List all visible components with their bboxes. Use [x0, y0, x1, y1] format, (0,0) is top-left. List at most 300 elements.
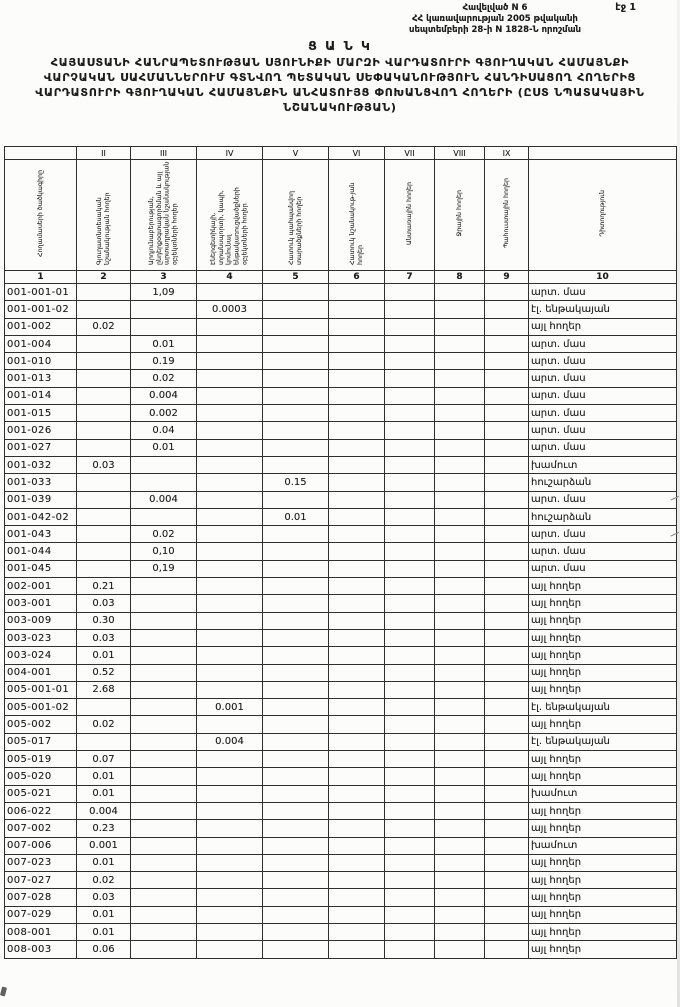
area-value-cell	[385, 629, 435, 646]
area-value-cell	[263, 405, 329, 422]
parcel-code-cell: 003-001	[5, 595, 77, 612]
area-value-cell	[263, 543, 329, 560]
column-number: 1	[5, 271, 77, 284]
area-value-cell: 0.01	[77, 854, 131, 871]
area-value-cell	[385, 301, 435, 318]
column-number: 9	[485, 271, 529, 284]
parcel-code-cell: 003-024	[5, 647, 77, 664]
area-value-cell	[131, 733, 197, 750]
table-row	[5, 405, 677, 422]
area-value-cell	[131, 785, 197, 802]
area-value-cell	[197, 854, 263, 871]
area-value-cell	[435, 647, 485, 664]
area-value-cell	[385, 284, 435, 301]
parcel-code-cell: 001-026	[5, 422, 77, 439]
area-value-cell	[197, 578, 263, 595]
note-cell: արտ. մաս	[529, 405, 677, 422]
area-value-cell	[131, 802, 197, 819]
area-value-cell	[329, 353, 385, 370]
note-cell: այլ հողեր	[529, 802, 677, 819]
area-value-cell	[435, 318, 485, 335]
table-row	[5, 716, 677, 733]
area-value-cell	[385, 751, 435, 768]
area-value-cell	[197, 647, 263, 664]
parcel-code-cell: 007-029	[5, 906, 77, 923]
area-value-cell	[197, 474, 263, 491]
table-row	[5, 370, 677, 387]
area-value-cell	[485, 751, 529, 768]
area-value-cell	[385, 647, 435, 664]
table-row	[5, 699, 677, 716]
note-cell: խամուտ	[529, 837, 677, 854]
area-value-cell	[77, 301, 131, 318]
parcel-code-cell: 005-001-02	[5, 699, 77, 716]
area-value-cell	[131, 941, 197, 958]
parcel-code-cell: 003-009	[5, 612, 77, 629]
table-row	[5, 854, 677, 871]
parcel-code-cell: 001-015	[5, 405, 77, 422]
note-cell: այլ հողեր	[529, 647, 677, 664]
area-value-cell	[435, 716, 485, 733]
parcel-code-cell: 005-020	[5, 768, 77, 785]
area-value-cell	[485, 923, 529, 940]
table-row	[5, 629, 677, 646]
area-value-cell: 0.02	[131, 370, 197, 387]
area-value-cell: 0.01	[131, 335, 197, 352]
parcel-code-cell: 007-002	[5, 820, 77, 837]
area-value-cell	[485, 370, 529, 387]
area-value-cell	[385, 405, 435, 422]
table-row	[5, 543, 677, 560]
area-value-cell: 0.01	[77, 785, 131, 802]
area-value-cell	[435, 526, 485, 543]
parcel-code-cell: 004-001	[5, 664, 77, 681]
area-value-cell	[485, 854, 529, 871]
table-row	[5, 768, 677, 785]
area-value-cell	[329, 335, 385, 352]
area-value-cell	[329, 837, 385, 854]
area-value-cell	[131, 301, 197, 318]
area-value-cell	[263, 820, 329, 837]
area-value-cell	[435, 335, 485, 352]
area-value-cell	[329, 647, 385, 664]
area-value-cell	[197, 405, 263, 422]
table-row	[5, 872, 677, 889]
area-value-cell	[197, 802, 263, 819]
area-value-cell	[131, 578, 197, 595]
area-value-cell	[485, 612, 529, 629]
area-value-cell	[329, 318, 385, 335]
note-cell: արտ. մաս	[529, 491, 677, 508]
area-value-cell	[485, 664, 529, 681]
note-cell: հուշարձան	[529, 474, 677, 491]
area-value-cell	[329, 751, 385, 768]
column-group-label: VII	[385, 147, 435, 160]
area-value-cell	[485, 543, 529, 560]
area-value-cell	[329, 405, 385, 422]
table-row	[5, 941, 677, 958]
table-row	[5, 647, 677, 664]
parcel-code-cell: 001-001-01	[5, 284, 77, 301]
area-value-cell	[329, 768, 385, 785]
parcel-code-cell: 008-001	[5, 923, 77, 940]
area-value-cell	[385, 543, 435, 560]
area-value-cell	[329, 664, 385, 681]
area-value-cell	[197, 284, 263, 301]
parcel-code-cell: 001-014	[5, 387, 77, 404]
area-value-cell: 0.03	[77, 889, 131, 906]
note-cell: խամուտ	[529, 785, 677, 802]
area-value-cell	[77, 405, 131, 422]
column-header-text: Արդյունաբերության, ընդերքօգտագործման և այլ արտադրական նշանակության օբյեկտների հողեր	[147, 161, 179, 265]
area-value-cell: 0.004	[77, 802, 131, 819]
area-value-cell	[435, 923, 485, 940]
table-row	[5, 422, 677, 439]
area-value-cell	[435, 543, 485, 560]
area-value-cell	[197, 387, 263, 404]
table-body	[5, 284, 677, 959]
table-row	[5, 923, 677, 940]
column-number: 2	[77, 271, 131, 284]
area-value-cell	[263, 664, 329, 681]
column-number: 3	[131, 271, 197, 284]
note-cell: արտ. մաս	[529, 422, 677, 439]
note-cell: արտ. մաս	[529, 353, 677, 370]
area-value-cell	[197, 526, 263, 543]
area-value-cell	[485, 318, 529, 335]
area-value-cell	[197, 335, 263, 352]
area-value-cell	[385, 872, 435, 889]
table-row	[5, 456, 677, 473]
column-number: 7	[385, 271, 435, 284]
column-header-rotated	[263, 160, 329, 271]
note-cell: արտ. մաս	[529, 335, 677, 352]
area-value-cell	[435, 405, 485, 422]
area-value-cell	[197, 353, 263, 370]
area-value-cell	[329, 802, 385, 819]
area-value-cell	[485, 335, 529, 352]
area-value-cell	[329, 284, 385, 301]
area-value-cell	[329, 526, 385, 543]
area-value-cell: 0.04	[131, 422, 197, 439]
area-value-cell: 0.19	[131, 353, 197, 370]
table-head	[5, 147, 677, 284]
subtitle-line-2: ՎԱՐՉԱԿԱՆ ՍԱՀՄԱՆՆԵՐՈՒՄ ԳՏՆՎՈՂ ՊԵՏԱԿԱՆ ՍԵՓԱԿԱՆՈՒԹՅՈՒՆ ՀԱՆԴԻՍԱՑՈՂ ՀՈՂԵՐԻՑ	[43, 70, 637, 84]
area-value-cell	[329, 923, 385, 940]
area-value-cell: 0.02	[77, 872, 131, 889]
area-value-cell	[131, 751, 197, 768]
area-value-cell	[131, 820, 197, 837]
column-header-text: Հողամասերի ծածկագիրը	[36, 169, 44, 257]
area-value-cell	[435, 872, 485, 889]
area-value-cell	[385, 941, 435, 958]
table-row	[5, 335, 677, 352]
note-cell: արտ. մաս	[529, 439, 677, 456]
column-header-text: Գյուղատնտեսական նշանակության հողեր	[95, 192, 111, 265]
area-value-cell	[197, 560, 263, 577]
area-value-cell: 0.002	[131, 405, 197, 422]
area-value-cell	[263, 699, 329, 716]
area-value-cell	[385, 681, 435, 698]
area-value-cell	[485, 837, 529, 854]
area-value-cell: 0.30	[77, 612, 131, 629]
area-value-cell	[197, 768, 263, 785]
area-value-cell	[263, 802, 329, 819]
area-value-cell	[435, 681, 485, 698]
column-number: 5	[263, 271, 329, 284]
area-value-cell: 0.01	[77, 768, 131, 785]
area-value-cell	[435, 422, 485, 439]
area-value-cell	[263, 854, 329, 871]
area-value-cell	[435, 837, 485, 854]
column-number: 10	[529, 271, 677, 284]
area-value-cell	[385, 664, 435, 681]
note-cell: այլ հողեր	[529, 768, 677, 785]
area-value-cell	[197, 889, 263, 906]
column-header-rotated	[529, 160, 677, 271]
area-value-cell	[329, 733, 385, 750]
area-value-cell	[485, 284, 529, 301]
area-value-cell	[77, 733, 131, 750]
area-value-cell	[131, 837, 197, 854]
area-value-cell	[485, 353, 529, 370]
area-value-cell: 0.03	[77, 595, 131, 612]
area-value-cell	[77, 543, 131, 560]
note-cell: այլ հողեր	[529, 318, 677, 335]
area-value-cell: 0.01	[263, 508, 329, 525]
area-value-cell	[197, 508, 263, 525]
table-row	[5, 439, 677, 456]
area-value-cell	[485, 889, 529, 906]
area-value-cell	[485, 629, 529, 646]
area-value-cell	[485, 387, 529, 404]
parcel-code-cell: 001-043	[5, 526, 77, 543]
area-value-cell	[77, 353, 131, 370]
area-value-cell	[435, 941, 485, 958]
column-header-text: Հատուկ պահպանվող տարածքների հողեր	[287, 191, 303, 265]
area-value-cell	[329, 612, 385, 629]
area-value-cell: 0.001	[77, 837, 131, 854]
area-value-cell	[385, 595, 435, 612]
area-value-cell	[485, 906, 529, 923]
column-group-label: VI	[329, 147, 385, 160]
area-value-cell	[197, 785, 263, 802]
area-value-cell	[263, 629, 329, 646]
area-value-cell	[485, 595, 529, 612]
area-value-cell	[435, 733, 485, 750]
note-cell: այլ հողեր	[529, 595, 677, 612]
area-value-cell	[197, 612, 263, 629]
table-row	[5, 802, 677, 819]
area-value-cell	[197, 370, 263, 387]
area-value-cell	[435, 301, 485, 318]
area-value-cell	[329, 906, 385, 923]
parcel-code-cell: 001-013	[5, 370, 77, 387]
area-value-cell	[485, 820, 529, 837]
area-value-cell: 0.52	[77, 664, 131, 681]
parcel-code-cell: 003-023	[5, 629, 77, 646]
subtitle-line-4: ՆՇԱՆԱԿՈՒԹՅԱՆ)	[283, 100, 397, 114]
area-value-cell: 2.68	[77, 681, 131, 698]
area-value-cell	[485, 456, 529, 473]
area-value-cell	[263, 387, 329, 404]
area-value-cell: 0.07	[77, 751, 131, 768]
area-value-cell	[485, 508, 529, 525]
note-cell: արտ. մաս	[529, 370, 677, 387]
note-cell: այլ հողեր	[529, 820, 677, 837]
area-value-cell	[131, 716, 197, 733]
area-value-cell	[77, 439, 131, 456]
area-value-cell	[131, 508, 197, 525]
area-value-cell	[131, 854, 197, 871]
note-cell: այլ հողեր	[529, 941, 677, 958]
area-value-cell	[485, 560, 529, 577]
area-value-cell	[385, 785, 435, 802]
area-value-cell	[263, 595, 329, 612]
note-cell: այլ հողեր	[529, 872, 677, 889]
parcel-code-cell: 005-021	[5, 785, 77, 802]
parcel-code-cell: 001-044	[5, 543, 77, 560]
area-value-cell	[385, 802, 435, 819]
area-value-cell	[385, 335, 435, 352]
area-value-cell: 1,09	[131, 284, 197, 301]
area-value-cell	[197, 906, 263, 923]
area-value-cell	[131, 699, 197, 716]
area-value-cell	[329, 699, 385, 716]
area-value-cell	[263, 768, 329, 785]
area-value-cell	[131, 681, 197, 698]
note-cell: այլ հողեր	[529, 906, 677, 923]
area-value-cell	[385, 422, 435, 439]
area-value-cell	[329, 439, 385, 456]
area-value-cell: 0.0003	[197, 301, 263, 318]
area-value-cell	[263, 370, 329, 387]
column-header-text: Հատուկ նշանակութ-յան հողեր	[348, 182, 364, 265]
area-value-cell	[435, 889, 485, 906]
area-value-cell	[329, 629, 385, 646]
column-group-label: III	[131, 147, 197, 160]
area-value-cell	[485, 785, 529, 802]
table-row	[5, 284, 677, 301]
parcel-code-cell: 001-045	[5, 560, 77, 577]
area-value-cell: 0.004	[131, 387, 197, 404]
area-value-cell	[485, 941, 529, 958]
area-value-cell: 0.06	[77, 941, 131, 958]
parcel-code-cell: 006-022	[5, 802, 77, 819]
column-group-label	[5, 147, 77, 160]
column-number: 6	[329, 271, 385, 284]
note-cell: այլ հողեր	[529, 751, 677, 768]
area-value-cell: 0.21	[77, 578, 131, 595]
area-value-cell	[263, 612, 329, 629]
area-value-cell	[329, 681, 385, 698]
column-header-rotated	[5, 160, 77, 271]
appendix-line-3: սեպտեմբերի 28-ի N 1828-Ն որոշման	[408, 25, 582, 36]
area-value-cell	[329, 370, 385, 387]
area-value-cell	[435, 664, 485, 681]
column-group-label: II	[77, 147, 131, 160]
area-value-cell: 0.01	[131, 439, 197, 456]
area-value-cell	[435, 439, 485, 456]
area-value-cell	[435, 906, 485, 923]
area-value-cell	[131, 889, 197, 906]
area-value-cell	[385, 733, 435, 750]
area-value-cell	[435, 387, 485, 404]
area-value-cell	[435, 785, 485, 802]
area-value-cell	[77, 699, 131, 716]
column-header-rotated	[385, 160, 435, 271]
table-row	[5, 664, 677, 681]
subtitle-line-3: ՎԱՐԴԱՏՈՒՐԻ ԳՅՈՒՂԱԿԱՆ ՀԱՄԱՅՆՔԻՆ ԱՆՀԱՏՈՒՅՑ ՓՈԽԱՆՑՎՈՂ ՀՈՂԵՐԻ (ԸՍՏ ՆՊԱՏԱԿԱՅԻՆ	[35, 85, 645, 99]
area-value-cell	[263, 491, 329, 508]
area-value-cell: 0.02	[77, 716, 131, 733]
parcel-code-cell: 001-004	[5, 335, 77, 352]
parcel-code-cell: 008-003	[5, 941, 77, 958]
area-value-cell	[385, 526, 435, 543]
note-cell: այլ հողեր	[529, 578, 677, 595]
area-value-cell	[263, 733, 329, 750]
area-value-cell	[485, 301, 529, 318]
area-value-cell	[385, 491, 435, 508]
area-value-cell	[131, 906, 197, 923]
area-value-cell	[329, 301, 385, 318]
table-row	[5, 318, 677, 335]
note-cell: արտ. մաս	[529, 543, 677, 560]
area-value-cell: 0.001	[197, 699, 263, 716]
note-cell: այլ հողեր	[529, 716, 677, 733]
area-value-cell	[385, 508, 435, 525]
area-value-cell	[263, 941, 329, 958]
page-number: էջ 1	[615, 2, 636, 13]
table-row	[5, 785, 677, 802]
area-value-cell	[263, 872, 329, 889]
area-value-cell	[385, 353, 435, 370]
area-value-cell	[329, 872, 385, 889]
scan-artifact-corner-mark	[0, 987, 7, 997]
note-cell: արտ. մաս	[529, 526, 677, 543]
area-value-cell	[131, 612, 197, 629]
parcel-code-cell: 005-001-01	[5, 681, 77, 698]
table-row	[5, 491, 677, 508]
area-value-cell	[385, 387, 435, 404]
area-value-cell	[77, 491, 131, 508]
area-value-cell	[263, 906, 329, 923]
area-value-cell	[329, 595, 385, 612]
parcel-code-cell: 005-017	[5, 733, 77, 750]
table-row	[5, 595, 677, 612]
area-value-cell	[77, 474, 131, 491]
area-value-cell	[385, 837, 435, 854]
parcel-code-cell: 007-023	[5, 854, 77, 871]
table-row	[5, 889, 677, 906]
area-value-cell	[485, 872, 529, 889]
appendix-reference	[320, 3, 670, 36]
area-value-cell: 0.01	[77, 906, 131, 923]
note-cell: այլ հողեր	[529, 664, 677, 681]
table-row	[5, 508, 677, 525]
column-number: 4	[197, 271, 263, 284]
table-row	[5, 837, 677, 854]
area-value-cell	[329, 716, 385, 733]
note-cell: այլ հողեր	[529, 681, 677, 698]
area-value-cell	[385, 612, 435, 629]
area-value-cell	[385, 768, 435, 785]
note-cell: հուշարձան	[529, 508, 677, 525]
parcel-code-cell: 001-033	[5, 474, 77, 491]
note-cell: էլ. ենթակայան	[529, 733, 677, 750]
area-value-cell	[385, 820, 435, 837]
area-value-cell: 0.01	[77, 647, 131, 664]
